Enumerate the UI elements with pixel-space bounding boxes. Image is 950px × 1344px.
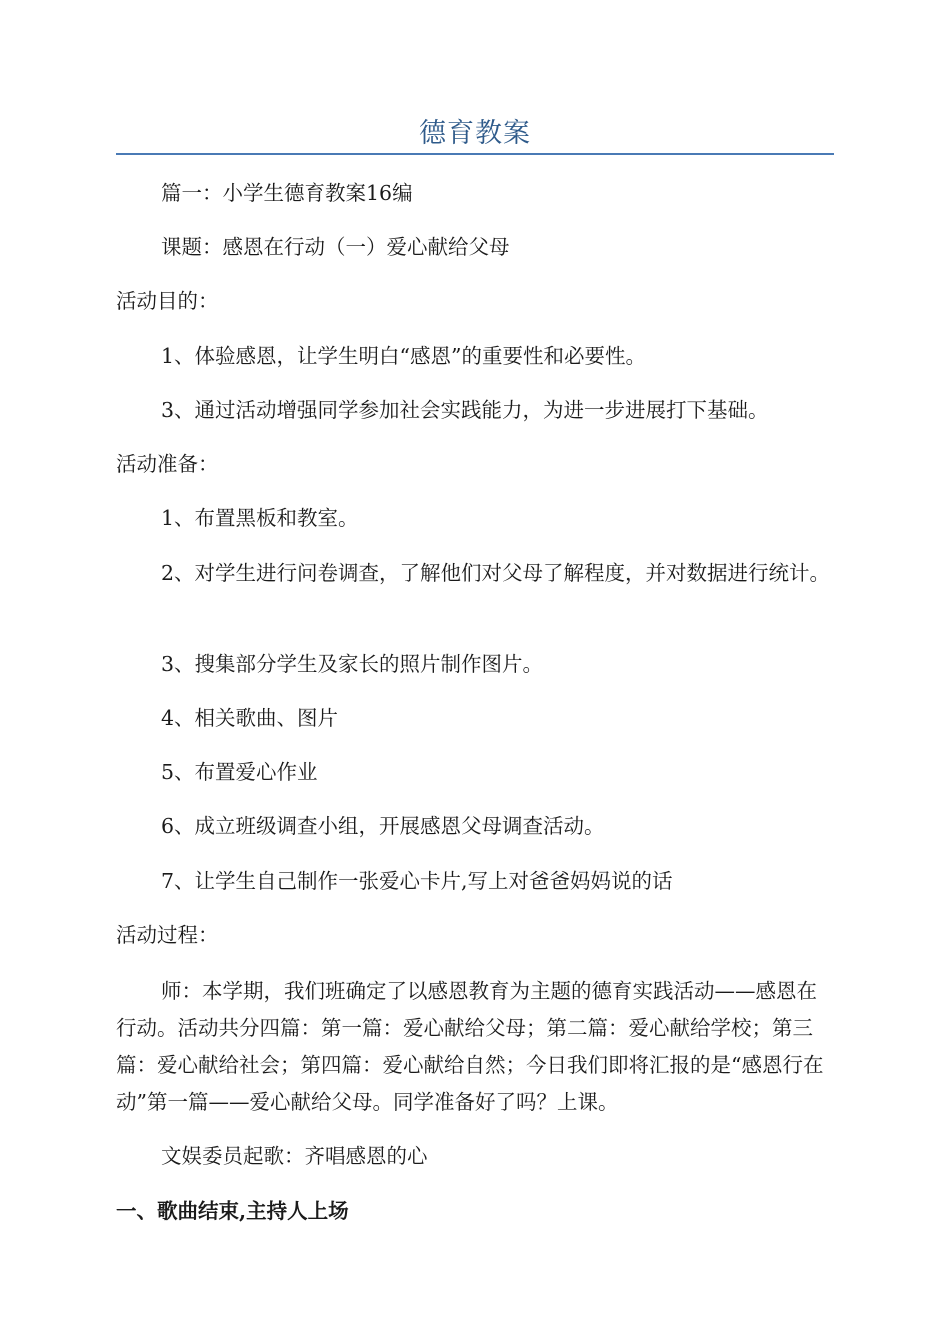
subheading-preparation: 活动准备： (116, 452, 219, 476)
preparation-item: 6、成立班级调查小组，开展感恩父母调查活动。 (161, 814, 605, 838)
title-divider (116, 153, 834, 155)
objective-item: 3、通过活动增强同学参加社会实践能力，为进一步进展打下基础。 (161, 398, 769, 422)
preparation-item: 1、布置黑板和教室。 (161, 506, 359, 530)
lesson-topic: 课题：感恩在行动（一）爱心献给父母 (161, 235, 510, 259)
preparation-item: 4、相关歌曲、图片 (161, 706, 339, 730)
objective-item: 1、体验感恩，让学生明白“感恩”的重要性和必要性。 (161, 344, 647, 368)
preparation-item: 3、搜集部分学生及家长的照片制作图片。 (161, 652, 544, 676)
section-heading: 篇一：小学生德育教案16编 (161, 181, 413, 205)
document-page (116, 0, 834, 1344)
teacher-intro-paragraph: 师：本学期，我们班确定了以感恩教育为主题的德育实践活动——感恩在行动。活动共分四篇：第一篇：爱心献给父母；第二篇：爱心献给学校；第三篇：爱心献给社会；第四篇：爱心献给自然；今日我们即将汇报的是“感恩行在动”第一篇——爱心献给父母。同学准备好了吗？上课。 (116, 979, 824, 1114)
preparation-item: 2、对学生进行问卷调查，了解他们对父母了解程度，并对数据进行统计。 (161, 561, 831, 585)
preparation-item: 7、让学生自己制作一张爱心卡片,写上对爸爸妈妈说的话 (161, 869, 673, 893)
preparation-item: 5、布置爱心作业 (161, 760, 318, 784)
song-paragraph: 文娱委员起歌：齐唱感恩的心 (161, 1144, 428, 1168)
subheading-objectives: 活动目的： (116, 289, 219, 313)
subheading-process: 活动过程： (116, 923, 219, 947)
document-title: 德育教案 (419, 118, 531, 149)
section-one-heading: 一、歌曲结束,主持人上场 (116, 1199, 349, 1223)
